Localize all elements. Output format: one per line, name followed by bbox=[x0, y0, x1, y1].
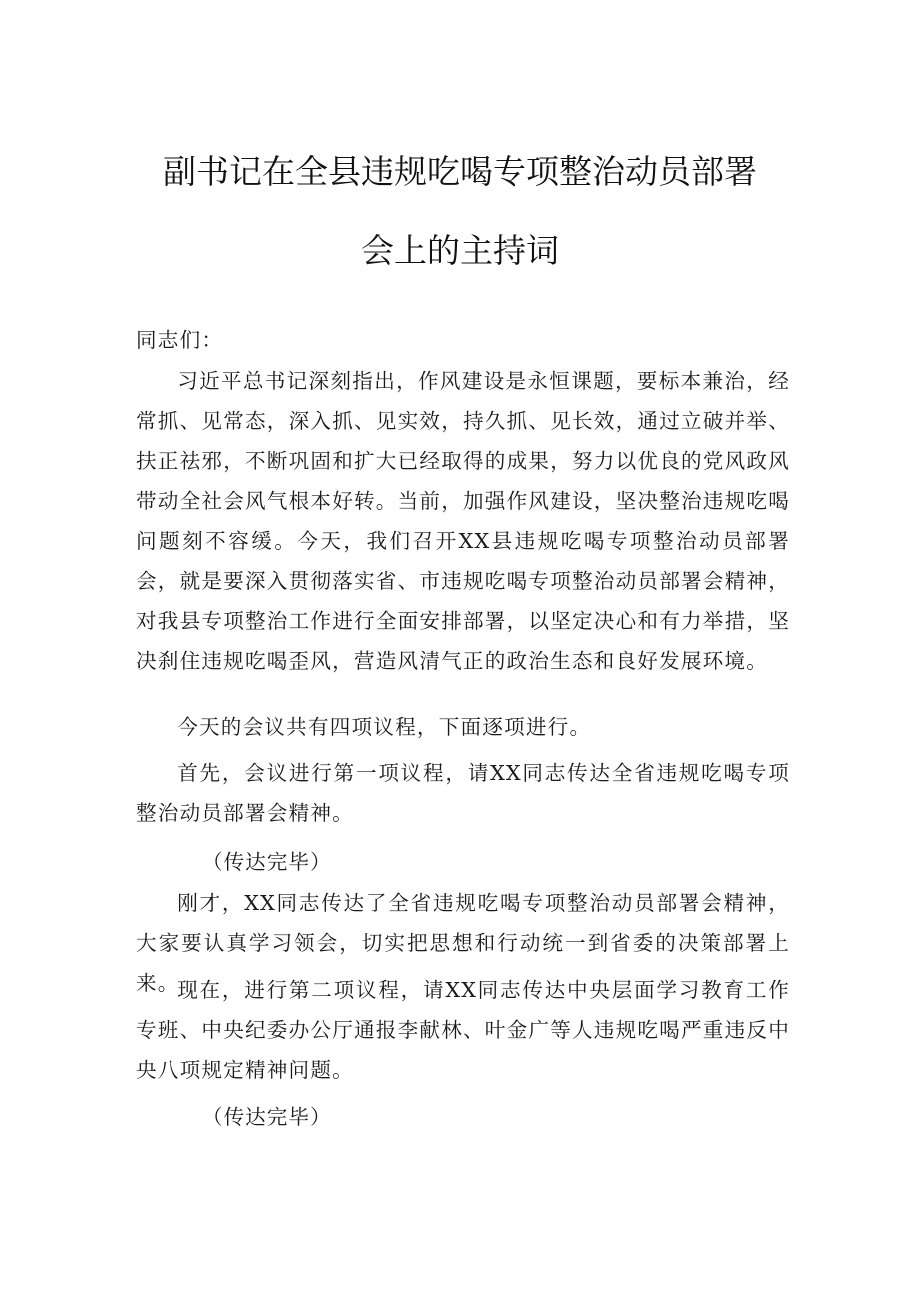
salutation: 同志们： bbox=[136, 328, 224, 352]
document-title-line1: 副书记在全县违规吃喝专项整治动员部署 bbox=[163, 152, 757, 191]
note-conveyed-1: （传达完毕） bbox=[202, 850, 332, 874]
paragraph-item-one: 首先，会议进行第一项议程，请XX同志传达全省违规吃喝专项整治动员部署会精神。 bbox=[136, 761, 790, 825]
note-conveyed-2: （传达完毕） bbox=[202, 1105, 332, 1129]
paragraph-summary-one: 刚才，XX同志传达了全省违规吃喝专项整治动员部署会精神，大家要认真学习领会，切实把思想和行动统一到省委的决策部署上来。 bbox=[136, 891, 790, 995]
paragraph-intro: 习近平总书记深刻指出，作风建设是永恒课题，要标本兼治，经常抓、见常态，深入抓、见实效，持久抓、见长效，通过立破并举、扶正祛邪，不断巩固和扩大已经取得的成果，努力以优良的党风政风带动全社会风气根本好转。当前，加强作风建设，坚决整治违规吃喝问题刻不容缓。今天，我们召开XX县违规吃喝专项整治动员部署会，就是要深入贯彻落实省、市违规吃喝专项整治动员部署会精神，对我县专项整治工作进行全面安排部署，以坚定决心和有力举措，坚决刹住违规吃喝歪风，营造风清气正的政治生态和良好发展环境。 bbox=[136, 369, 790, 673]
paragraph-agenda: 今天的会议共有四项议程，下面逐项进行。 bbox=[177, 715, 592, 739]
paragraph-item-two: 现在，进行第二项议程，请XX同志传达中央层面学习教育工作专班、中央纪委办公厅通报李献林、叶金广等人违规吃喝严重违反中央八项规定精神问题。 bbox=[136, 978, 790, 1082]
document-title-line2: 会上的主持词 bbox=[361, 231, 559, 270]
